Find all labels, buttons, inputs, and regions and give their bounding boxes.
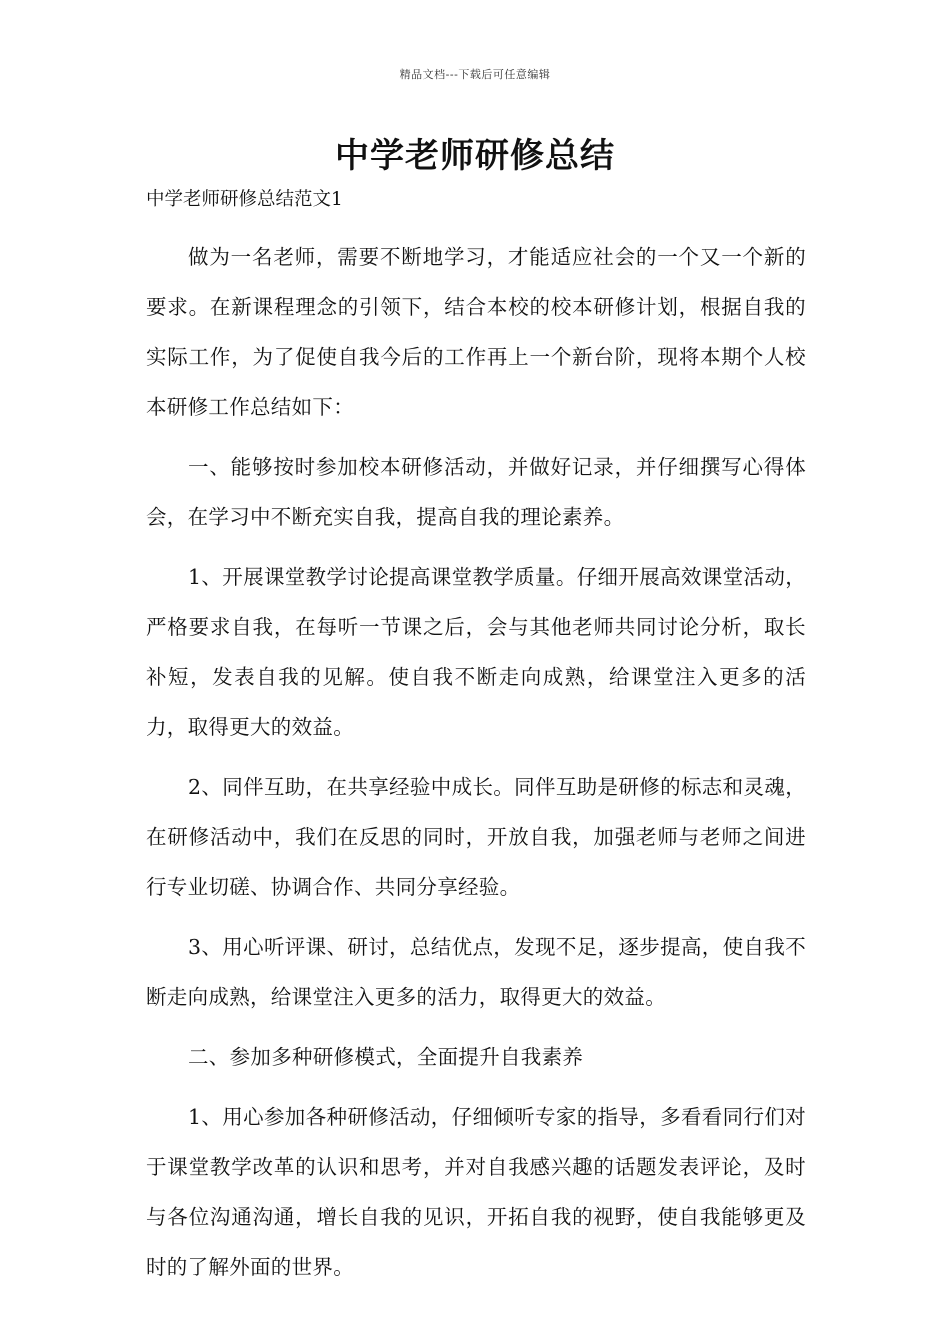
paragraph-section-2: 二、参加多种研修模式，全面提升自我素养 (188, 1045, 584, 1069)
document-subtitle: 中学老师研修总结范文1 (146, 189, 343, 210)
paragraph-item-1-2: 2、同伴互助，在共享经验中成长。同伴互助是研修的标志和灵魂，在研修活动中，我们在反思的同时，开放自我，加强老师与老师之间进行专业切磋、协调合作、共同分享经验。 (146, 775, 806, 899)
paragraph-item-1-3: 3、用心听评课、研讨，总结优点，发现不足，逐步提高，使自我不断走向成熟，给课堂注入更多的活力，取得更大的效益。 (146, 935, 806, 1009)
paragraph-section-1: 一、能够按时参加校本研修活动，并做好记录，并仔细撰写心得体会，在学习中不断充实自我，提高自我的理论素养。 (146, 455, 806, 529)
paragraph-item-2-1: 1、用心参加各种研修活动，仔细倾听专家的指导，多看看同行们对于课堂教学改革的认识和思考，并对自我感兴趣的话题发表评论，及时与各位沟通沟通，增长自我的见识，开拓自我的视野，使自我能够更及时的了解外面的世界。 (146, 1105, 806, 1279)
header-note: 精品文档---下载后可任意编辑 (399, 68, 551, 81)
paragraph-item-1-1: 1、开展课堂教学讨论提高课堂教学质量。仔细开展高效课堂活动，严格要求自我，在每听一节课之后，会与其他老师共同讨论分析，取长补短，发表自我的见解。使自我不断走向成熟，给课堂注入更多的活力，取得更大的效益。 (146, 565, 806, 739)
paragraph-intro: 做为一名老师，需要不断地学习，才能适应社会的一个又一个新的要求。在新课程理念的引领下，结合本校的校本研修计划，根据自我的实际工作，为了促使自我今后的工作再上一个新台阶，现将本期个人校本研修工作总结如下： (146, 245, 806, 419)
document-title: 中学老师研修总结 (335, 136, 615, 176)
document-body (146, 232, 806, 1302)
